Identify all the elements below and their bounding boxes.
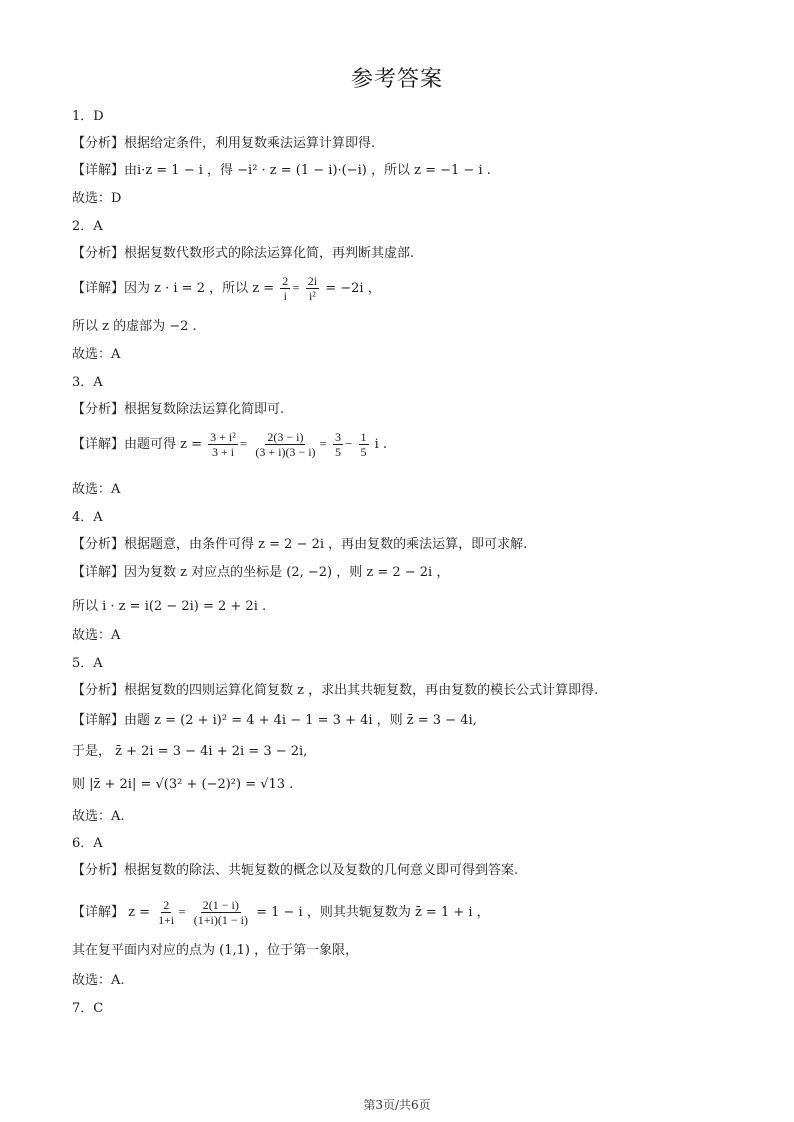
q5-analysis: 【分析】根据复数的四则运算化简复数 z ，求出其共轭复数，再由复数的模长公式计算即得. — [72, 683, 599, 698]
q1-number: 1．D — [72, 109, 104, 124]
q6-detail-prefix: 【详解】 z = — [72, 905, 151, 920]
page-footer: 第3页/共6页 — [363, 1098, 431, 1112]
q2-number: 2．A — [72, 219, 103, 234]
fraction-numerator: 3 + i² — [210, 430, 236, 444]
q5-number: 5．A — [72, 656, 103, 671]
q6-fraction-1 — [156, 898, 176, 927]
q5-answer: 故选：A. — [72, 809, 125, 824]
fraction-numerator: 2i — [307, 274, 318, 288]
fraction-denominator: i² — [308, 289, 316, 303]
q4-detail: 【详解】因为复数 z 对应点的坐标是 (2, −2) ，则 z = 2 − 2i ， — [72, 565, 450, 580]
q3-fraction-3 — [333, 430, 343, 459]
fraction-denominator: (3 + i)(3 − i) — [255, 445, 316, 459]
q6-answer: 故选：A. — [72, 973, 125, 988]
fraction-denominator: 1+i — [158, 913, 175, 927]
fraction-denominator: (1+i)(1 − i) — [193, 913, 248, 927]
fraction-numerator: 2(1 − i) — [202, 898, 239, 912]
q2-detail: 【详解】因为 z · i = 2 ，所以 z = $\frac{2}{i}$ = $\frac{2i}{\text{i²}}$ = −2i ， — [72, 274, 381, 303]
q6-number: 6．A — [72, 836, 103, 851]
q2-detail-suffix: = −2i ， — [325, 281, 381, 296]
q1-answer: 故选：D — [72, 191, 122, 206]
fraction-denominator: 5 — [335, 445, 342, 459]
q4-answer: 故选：A — [72, 628, 121, 643]
q6-analysis: 【分析】根据复数的除法、共轭复数的概念以及复数的几何意义即可得到答案. — [72, 863, 519, 878]
q3-detail: 【详解】由题可得 z = $\frac{\text{3 + i²}}{3 + i}$ = $\frac{2(3 - i)}{(3 + i)(3 - i)}$ = $\frac{3}{5}$ − $\frac{1}{5}$ i . — [72, 430, 388, 459]
q2-fraction-1 — [280, 274, 290, 303]
q4-analysis: 【分析】根据题意，由条件可得 z = 2 − 2i ，再由复数的乘法运算，即可求解. — [72, 537, 528, 552]
q4-calc: 所以 i · z = i(2 − 2i) = 2 + 2i . — [72, 599, 267, 614]
fraction-denominator: 5 — [360, 445, 367, 459]
fraction-numerator: 2 — [163, 898, 170, 912]
q5-step2: 于是， z̄ + 2i = 3 − 4i + 2i = 3 − 2i, — [72, 744, 308, 759]
q3-fraction-1 — [208, 430, 238, 459]
fraction-denominator: 3 + i — [211, 445, 235, 459]
fraction-numerator: 3 — [335, 430, 342, 444]
fraction-denominator: i — [283, 289, 287, 303]
q5-detail: 【详解】由题 z = (2 + i)² = 4 + 4i − 1 = 3 + 4i ，则 z̄ = 3 − 4i, — [72, 713, 477, 728]
q1-detail: 【详解】由i·z = 1 − i ，得 −i² · z = (1 − i)·(−i) ，所以 z = −1 − i . — [72, 163, 491, 178]
fraction-numerator: 2(3 − i) — [267, 430, 304, 444]
q3-number: 3．A — [72, 375, 103, 390]
fraction-numerator: 1 — [360, 430, 367, 444]
page-title: 参考答案 — [350, 67, 443, 92]
q6-detail: 【详解】 z = $\frac{2}{1+i}$ = $\frac{2(1 - i)}{(1+i)(1 - i)}$ = 1 − i ，则其共轭复数为 z̄ = 1 + i ， — [72, 898, 490, 927]
q7-number: 7．C — [72, 1001, 104, 1016]
q2-answer: 故选：A — [72, 347, 121, 362]
q6-fraction-2 — [192, 898, 250, 927]
q2-detail-prefix: 【详解】因为 z · i = 2 ，所以 z = — [72, 281, 275, 296]
q2-fraction-2 — [306, 274, 319, 303]
q5-step3: 则 |z̄ + 2i| = √(3² + (−2)²) = √13 . — [72, 777, 294, 792]
q3-analysis: 【分析】根据复数除法运算化简即可. — [72, 402, 285, 417]
q3-detail-prefix: 【详解】由题可得 z = — [72, 437, 203, 452]
q1-analysis: 【分析】根据给定条件，利用复数乘法运算计算即得. — [72, 136, 376, 151]
q2-analysis: 【分析】根据复数代数形式的除法运算化简，再判断其虚部. — [72, 246, 415, 261]
q3-fraction-2 — [253, 430, 317, 459]
q2-imag-part: 所以 z 的虚部为 −2 . — [72, 319, 197, 334]
fraction-numerator: 2 — [282, 274, 289, 288]
q3-fraction-4 — [359, 430, 369, 459]
q3-answer: 故选：A — [72, 482, 121, 497]
q6-detail-suffix: = 1 − i ，则其共轭复数为 z̄ = 1 + i ， — [256, 905, 490, 920]
q3-detail-suffix: i . — [374, 437, 388, 452]
q4-number: 4．A — [72, 510, 103, 525]
q6-point: 其在复平面内对应的点为 (1,1) ，位于第一象限， — [72, 943, 359, 958]
